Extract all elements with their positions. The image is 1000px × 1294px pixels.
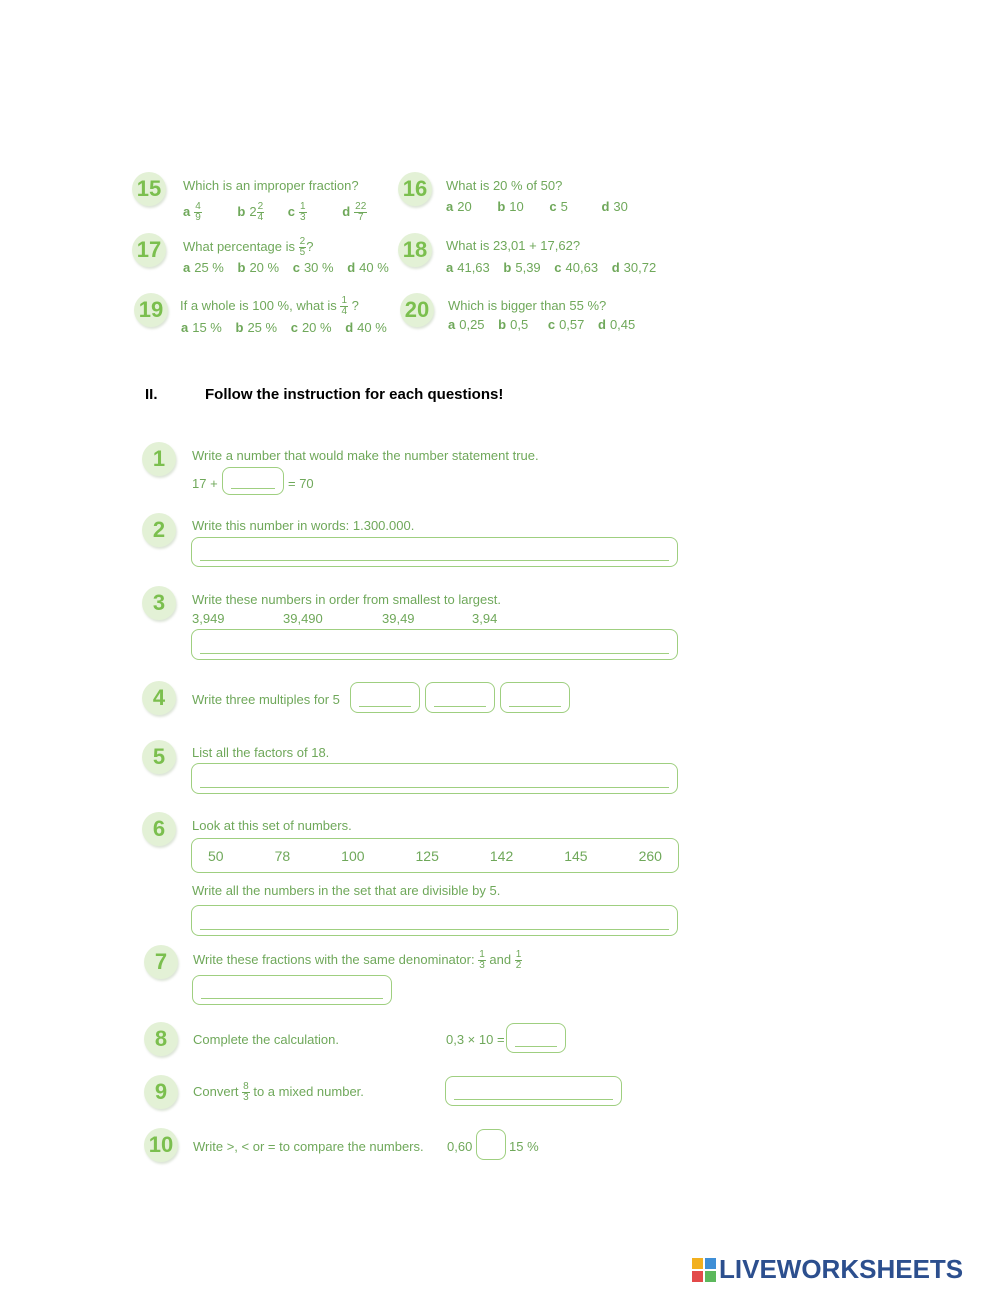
- question-16-text: What is 20 % of 50?: [446, 178, 563, 193]
- set-item: 125: [415, 847, 439, 864]
- option-b[interactable]: b 5,39: [503, 260, 541, 275]
- question-number-6: 6: [142, 812, 176, 846]
- option-c[interactable]: c 5: [549, 199, 568, 214]
- question-7-text: Write these fractions with the same denominator: $\frac{1}{3}$ and $\frac{1}{2}$: [193, 949, 522, 971]
- number-item: 39,490: [283, 611, 323, 626]
- answer-box-4b[interactable]: [425, 682, 495, 713]
- question-6-text: Look at this set of numbers.: [192, 818, 352, 833]
- question-17-options: [183, 260, 399, 275]
- option-a[interactable]: a $\frac{4}{9}$: [183, 201, 201, 223]
- question-number-19: 19: [134, 293, 168, 327]
- question-1-text: Write a number that would make the number statement true.: [192, 448, 539, 463]
- answer-box-7[interactable]: [192, 975, 392, 1005]
- set-item: 100: [341, 847, 365, 864]
- number-item: 3,949: [192, 611, 225, 626]
- set-item: 50: [208, 847, 224, 864]
- question-20-options: [448, 317, 645, 332]
- section-heading: [145, 386, 503, 403]
- set-item: 260: [638, 847, 662, 864]
- answer-box-10[interactable]: [476, 1129, 506, 1160]
- compare-left: 0,60: [447, 1139, 473, 1154]
- answer-box-8[interactable]: [506, 1023, 566, 1053]
- question-19-text: If a whole is 100 %, what is $\frac{1}{4}$ ?: [180, 295, 359, 317]
- option-c[interactable]: c $\frac{1}{3}$: [287, 201, 306, 223]
- compare-right: 15 %: [509, 1139, 539, 1154]
- logo-mark-icon: [692, 1258, 716, 1282]
- question-number-2: 2: [142, 513, 176, 547]
- question-9-text: Convert $\frac{8}{3}$ to a mixed number.: [193, 1081, 364, 1103]
- answer-box-5[interactable]: [191, 763, 678, 794]
- question-15-text: Which is an improper fraction?: [183, 178, 359, 193]
- answer-box-3[interactable]: [191, 629, 678, 660]
- option-a[interactable]: a 25 %: [183, 260, 224, 275]
- question-number-9: 9: [144, 1075, 178, 1109]
- set-item: 145: [564, 847, 588, 864]
- option-b[interactable]: b 10: [497, 199, 524, 214]
- option-a[interactable]: a 0,25: [448, 317, 485, 332]
- answer-box-9[interactable]: [445, 1076, 622, 1106]
- question-19-options: [181, 320, 397, 335]
- question-number-10: 10: [144, 1128, 178, 1162]
- question-1-suffix: = 70: [288, 476, 314, 491]
- question-number-3: 3: [142, 586, 176, 620]
- calculation: 0,3 × 10 =: [446, 1032, 505, 1047]
- number-set: [191, 838, 679, 873]
- question-18-text: What is 23,01 + 17,62?: [446, 238, 581, 253]
- option-a[interactable]: a 20: [446, 199, 472, 214]
- option-c[interactable]: c 20 %: [290, 320, 332, 335]
- logo-text: LIVEWORKSHEETS: [719, 1254, 964, 1284]
- question-4-text: Write three multiples for 5: [192, 692, 340, 707]
- answer-box-6[interactable]: [191, 905, 678, 936]
- question-17-text: What percentage is $\frac{2}{5}$ ?: [183, 236, 314, 258]
- option-a[interactable]: a 15 %: [181, 320, 222, 335]
- question-number-20: 20: [400, 293, 434, 327]
- option-d[interactable]: d 30,72: [611, 260, 657, 275]
- section-title: Follow the instruction for each questions!: [205, 386, 504, 403]
- question-16-options: [446, 199, 638, 214]
- question-10-text: Write >, < or = to compare the numbers.: [193, 1139, 424, 1154]
- question-number-4: 4: [142, 681, 176, 715]
- question-8-text: Complete the calculation.: [193, 1032, 339, 1047]
- option-d[interactable]: d 40 %: [347, 260, 389, 275]
- question-number-7: 7: [144, 945, 178, 979]
- answer-box-2[interactable]: [191, 537, 678, 567]
- question-number-8: 8: [144, 1022, 178, 1056]
- option-a[interactable]: a 41,63: [446, 260, 490, 275]
- question-number-5: 5: [142, 740, 176, 774]
- number-item: 3,94: [472, 611, 498, 626]
- set-item: 142: [489, 847, 514, 864]
- set-item: 78: [274, 847, 291, 864]
- question-15-options: [183, 202, 377, 223]
- question-number-15: 15: [132, 172, 166, 206]
- liveworksheets-logo: [692, 1254, 963, 1285]
- option-d[interactable]: d 0,45: [598, 317, 636, 332]
- question-18-options: [446, 260, 666, 275]
- option-b[interactable]: b 2 $\frac{2}{4}$: [237, 201, 264, 223]
- option-d[interactable]: d 30: [601, 199, 628, 214]
- option-c[interactable]: c 40,63: [554, 260, 599, 275]
- question-6-instruction: Write all the numbers in the set that are divisible by 5.: [192, 883, 501, 898]
- question-5-text: List all the factors of 18.: [192, 745, 330, 760]
- option-b[interactable]: b 25 %: [235, 320, 278, 335]
- section-number: II.: [145, 386, 158, 403]
- number-item: 39,49: [382, 611, 415, 626]
- answer-box-1[interactable]: [222, 467, 284, 495]
- question-20-text: Which is bigger than 55 %?: [448, 298, 607, 313]
- question-number-1: 1: [142, 442, 176, 476]
- option-c[interactable]: c 0,57: [547, 317, 585, 332]
- question-number-18: 18: [398, 233, 432, 267]
- option-d[interactable]: d $\frac{22}{7}$: [342, 201, 367, 223]
- question-1-prefix: 17 +: [192, 476, 218, 491]
- question-2-text: Write this number in words: 1.300.000.: [192, 518, 415, 533]
- option-d[interactable]: d 40 %: [345, 320, 387, 335]
- question-number-17: 17: [132, 233, 166, 267]
- answer-box-4a[interactable]: [350, 682, 420, 713]
- answer-box-4c[interactable]: [500, 682, 570, 713]
- option-c[interactable]: c 30 %: [292, 260, 334, 275]
- question-3-text: Write these numbers in order from smallest to largest.: [192, 592, 501, 607]
- option-b[interactable]: b 0,5: [498, 317, 529, 332]
- question-number-16: 16: [398, 172, 432, 206]
- option-b[interactable]: b 20 %: [237, 260, 280, 275]
